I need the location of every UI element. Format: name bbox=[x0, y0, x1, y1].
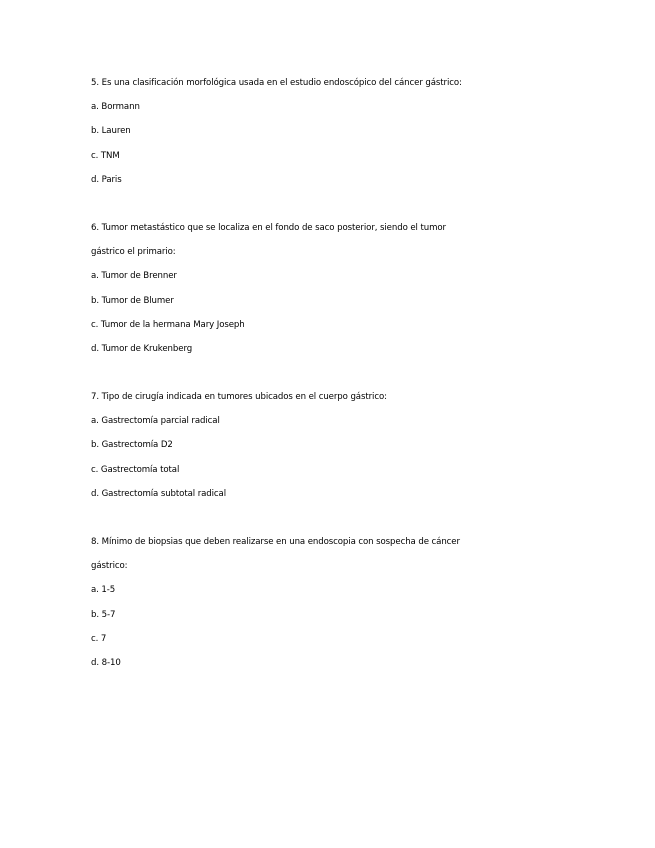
option-d: d. Paris bbox=[91, 174, 122, 185]
question-stem-continued: gástrico: bbox=[91, 561, 128, 572]
question-stem: 8. Mínimo de biopsias que deben realizarse en una endoscopia con sospecha de cáncer bbox=[91, 537, 460, 547]
option-b: b. Lauren bbox=[91, 126, 131, 137]
question-stem-continued: gástrico el primario: bbox=[91, 247, 176, 258]
option-d: d. 8-10 bbox=[91, 657, 121, 668]
option-c: c. Tumor de la hermana Mary Joseph bbox=[91, 319, 245, 330]
question-6 bbox=[91, 216, 561, 361]
option-c: c. Gastrectomía total bbox=[91, 464, 180, 475]
question-7 bbox=[91, 385, 561, 506]
question-stem: 6. Tumor metastástico que se localiza en el fondo de saco posterior, siendo el tumor bbox=[91, 223, 446, 233]
option-b: b. Gastrectomía D2 bbox=[91, 440, 173, 451]
option-a: a. Bormann bbox=[91, 102, 140, 113]
option-c: c. TNM bbox=[91, 150, 120, 161]
question-stem: 7. Tipo de cirugía indicada en tumores ubicados en el cuerpo gástrico: bbox=[91, 392, 387, 402]
option-c: c. 7 bbox=[91, 633, 107, 644]
option-d: d. Gastrectomía subtotal radical bbox=[91, 488, 227, 499]
option-a: a. 1-5 bbox=[91, 585, 116, 596]
question-5 bbox=[91, 71, 561, 192]
option-d: d. Tumor de Krukenberg bbox=[91, 343, 193, 354]
question-stem: 5. Es una clasificación morfológica usada en el estudio endoscópico del cáncer gástrico: bbox=[91, 78, 462, 88]
option-a: a. Gastrectomía parcial radical bbox=[91, 416, 220, 427]
option-b: b. Tumor de Blumer bbox=[91, 295, 174, 306]
option-a: a. Tumor de Brenner bbox=[91, 271, 177, 282]
question-8 bbox=[91, 530, 561, 675]
option-b: b. 5-7 bbox=[91, 609, 116, 620]
